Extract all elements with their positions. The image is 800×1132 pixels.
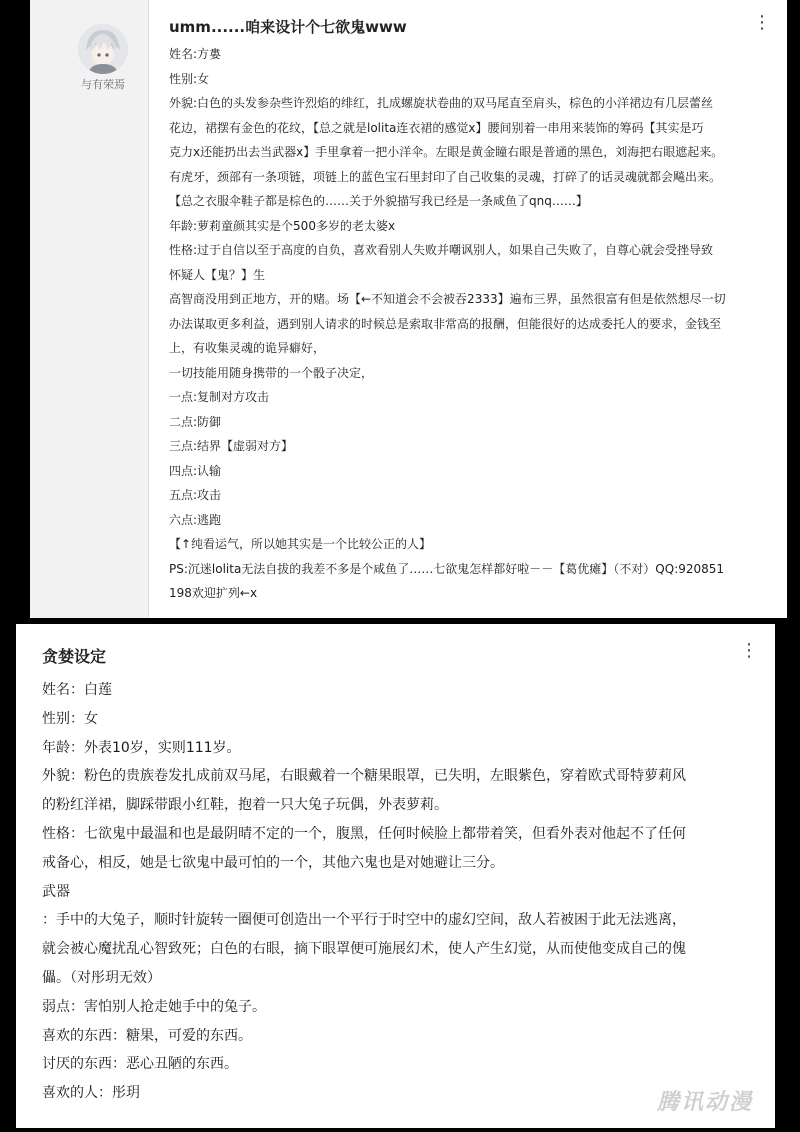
body-line: 198欢迎扩列←x bbox=[169, 586, 258, 600]
body-line: 姓名：白莲 bbox=[42, 682, 112, 698]
body-line: 武器 bbox=[42, 883, 70, 900]
body-line: 四点:认输 bbox=[169, 463, 222, 478]
body-line: 性别：女 bbox=[42, 710, 98, 727]
body-line: 外貌:白色的头发参杂些许烈焰的绯红，扎成螺旋状卷曲的双马尾直至肩头，棕色的小洋裙边有几层蕾丝 bbox=[169, 96, 714, 110]
body-line: 外貌：粉色的贵族卷发扎成前双马尾，右眼戴着一个糖果眼罩，已失明，左眼紫色，穿着欧式哥特萝莉风 bbox=[42, 768, 686, 785]
post-title: 贪婪设定 bbox=[42, 647, 107, 666]
body-line: 上，有收集灵魂的诡异癖好， bbox=[169, 341, 326, 355]
body-line: 高智商没用到正地方，开的赌。场【←不知道会不会被吞2333】遍布三界，虽然很富有但是依然想尽一切 bbox=[169, 292, 726, 306]
body-line: 讨厌的东西：恶心丑陋的东西。 bbox=[42, 1056, 238, 1073]
body-line: 的粉红洋裙，脚踩带跟小红鞋，抱着一只大兔子玩偶，外表萝莉。 bbox=[42, 797, 448, 814]
post-card bbox=[148, 0, 787, 618]
body-line: 【总之衣服伞鞋子都是棕色的……关于外貌描写我已经是一条咸鱼了qnq……】 bbox=[169, 194, 588, 208]
body-line: 三点:结界【虚弱对方】 bbox=[169, 439, 294, 453]
body-line: 一点:复制对方攻击 bbox=[169, 390, 270, 404]
body-line: 五点:攻击 bbox=[169, 488, 222, 502]
body-line: 一切技能用随身携带的一个骰子决定， bbox=[169, 365, 374, 380]
body-line: 弱点：害怕别人抢走她手中的兔子。 bbox=[42, 998, 266, 1015]
body-line: 年龄:萝莉童颜其实是个500多岁的老太婆x bbox=[169, 218, 396, 233]
more-options-icon[interactable]: ⋮ bbox=[753, 12, 771, 33]
body-line: 怀疑人【鬼？】生 bbox=[169, 267, 266, 282]
body-line: 年龄：外表10岁，实则111岁。 bbox=[42, 739, 241, 756]
body-line: 喜欢的人：彤玥 bbox=[42, 1085, 140, 1102]
body-line: 办法谋取更多利益，遇到别人请求的时候总是索取非常高的报酬，但能很好的达成委托人的要求，金钱至 bbox=[169, 316, 722, 331]
post-1 bbox=[30, 0, 770, 618]
body-line: 二点:防御 bbox=[169, 414, 222, 429]
body-line: 有虎牙，颈部有一条项链，项链上的蓝色宝石里封印了自己收集的灵魂，打碎了的话灵魂就都会飚出来。 bbox=[169, 169, 722, 184]
body-line: 性格:过于自信以至于高度的自负，喜欢看别人失败并嘲讽别人，如果自己失败了，自尊心就会受挫导致 bbox=[169, 243, 714, 257]
user-avatar[interactable] bbox=[78, 24, 128, 74]
body-line: 六点:逃跑 bbox=[169, 512, 222, 527]
body-line: 儡。（对彤玥无效） bbox=[42, 969, 161, 986]
body-line: 花边，裙摆有金色的花纹，【总之就是lolita连衣裙的感觉x】腰间别着一串用来装饰的筹码【其实是巧 bbox=[169, 120, 704, 135]
post-body bbox=[42, 676, 742, 1108]
username[interactable]: 与有荣焉 bbox=[81, 78, 125, 91]
post-title: umm......咱来设计个七欲鬼www bbox=[169, 18, 407, 36]
body-line: 姓名:方婁 bbox=[169, 47, 222, 61]
post-2 bbox=[16, 624, 775, 1128]
body-line: 就会被心魔扰乱心智致死；白色的右眼，摘下眼罩便可施展幻术，使人产生幻觉，从而使他变成自己的傀 bbox=[42, 941, 686, 958]
body-line: 喜欢的东西：糖果，可爱的东西。 bbox=[42, 1027, 252, 1044]
body-line: 戒备心，相反，她是七欲鬼中最可怕的一个，其他六鬼也是对她避让三分。 bbox=[42, 854, 504, 871]
body-line: 克力x还能扔出去当武器x】手里拿着一把小洋伞。左眼是黄金瞳右眼是普通的黑色，刘海把右眼遮起来。 bbox=[169, 145, 724, 159]
watermark-logo: 腾讯动漫 bbox=[656, 1090, 753, 1115]
body-line: ：手中的大兔子，顺时针旋转一圈便可创造出一个平行于时空中的虚幻空间，敌人若被困于此无法逃离， bbox=[42, 912, 686, 929]
body-line: 【↑纯看运气，所以她其实是一个比较公正的人】 bbox=[169, 537, 432, 551]
body-line: 性别:女 bbox=[169, 71, 210, 86]
body-line: PS:沉迷lolita无法自拔的我差不多是个咸鱼了……七欲鬼怎样都好啦－－【葛优瘫】（不对）QQ:920851 bbox=[169, 561, 725, 576]
post-body bbox=[169, 42, 739, 606]
body-line: 性格：七欲鬼中最温和也是最阴晴不定的一个，腹黑，任何时候脸上都带着笑，但看外表对他起不了任何 bbox=[42, 825, 686, 842]
more-options-icon[interactable]: ⋮ bbox=[740, 640, 758, 661]
